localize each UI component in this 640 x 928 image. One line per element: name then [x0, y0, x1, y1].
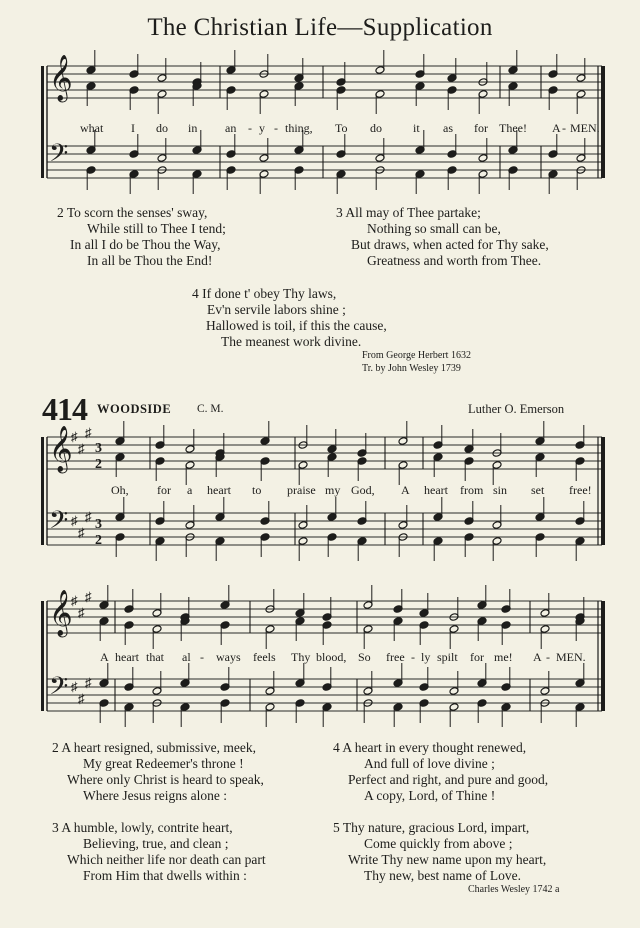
verse-2-previous	[57, 205, 226, 269]
treble-clef-icon: 𝄞	[49, 426, 73, 472]
lyric-syllable: as	[443, 121, 453, 135]
lyric-syllable: A	[533, 650, 542, 664]
lyric-syllable: al	[182, 650, 191, 664]
lyric-syllable: God,	[351, 483, 375, 497]
verse-3-previous	[336, 205, 549, 269]
time-signature: 3	[95, 441, 102, 456]
verse-5	[333, 820, 546, 884]
verse-line: 2 To scorn the senses' sway,	[57, 205, 208, 220]
lyric-syllable: an	[225, 121, 237, 135]
lyric-syllable: ly	[421, 650, 431, 664]
verse-3	[52, 820, 266, 884]
sharp-icon: ♯	[85, 589, 92, 604]
verse-line: While still to Thee I tend;	[87, 221, 226, 236]
lyric-syllable: for	[474, 121, 488, 135]
lyric-syllable: do	[156, 121, 168, 135]
lyric-syllable: So	[358, 650, 371, 664]
author-credit: From George Herbert 1632	[362, 350, 471, 361]
sharp-icon: ♯	[78, 525, 85, 540]
lyric-syllable: from	[460, 483, 484, 497]
verse-line: 2 A heart resigned, submissive, meek,	[52, 740, 256, 755]
lyrics-line-1	[0, 483, 640, 499]
lyric-syllable: Oh,	[111, 483, 129, 497]
translator-credit: Tr. by John Wesley 1739	[362, 363, 461, 374]
bass-clef-icon: 𝄢	[49, 672, 69, 707]
lyric-syllable: my	[325, 483, 341, 497]
lyric-syllable: heart	[207, 483, 231, 497]
lyric-syllable: -	[248, 121, 252, 135]
lyric-syllable: A	[552, 121, 561, 135]
lyric-syllable: in	[188, 121, 198, 135]
bass-clef-icon: 𝄢	[49, 506, 69, 541]
verse-line: Nothing so small can be,	[367, 221, 501, 236]
lyric-syllable: MEN.	[570, 121, 600, 135]
lyric-syllable: that	[146, 650, 164, 664]
verse-line: A copy, Lord, of Thine !	[364, 788, 496, 803]
lyrics-line-2	[0, 650, 640, 666]
verse-line: And full of love divine ;	[364, 756, 495, 771]
lyric-syllable: feels	[253, 650, 276, 664]
lyric-syllable: MEN.	[556, 650, 586, 664]
sharp-icon: ♯	[85, 509, 92, 524]
verse-line: Greatness and worth from Thee.	[367, 253, 542, 268]
tune-name: WOODSIDE	[97, 402, 172, 416]
sharp-icon: ♯	[71, 679, 78, 694]
lyric-syllable: do	[370, 121, 382, 135]
page-title: The Christian Life—Supplication	[147, 14, 493, 41]
treble-clef-icon: 𝄞	[49, 590, 73, 636]
verse-line: In all I do be Thou the Way,	[70, 237, 221, 252]
lyric-syllable: -	[200, 650, 204, 664]
lyric-syllable: -	[411, 650, 415, 664]
verse-line: Hallowed is toil, if this the cause,	[206, 318, 387, 333]
verse-line: Ev'n servile labors shine ;	[207, 302, 346, 317]
sharp-icon: ♯	[85, 425, 92, 440]
svg-text:2: 2	[95, 457, 102, 472]
verse-line: 5 Thy nature, gracious Lord, impart,	[333, 820, 530, 835]
lyric-syllable: -	[562, 121, 566, 135]
verse-line: But draws, when acted for Thy sake,	[351, 237, 549, 252]
verse-line: 3 All may of Thee partake;	[336, 205, 481, 220]
lyric-syllable: -	[274, 121, 278, 135]
hymn-number: 414	[42, 391, 87, 427]
composer: Luther O. Emerson	[468, 402, 565, 416]
verse-line: 4 A heart in every thought renewed,	[333, 740, 527, 755]
verse-line: From Him that dwells within :	[83, 868, 247, 883]
verse-line: Where Jesus reigns alone :	[83, 788, 227, 803]
verse-line: Where only Christ is heard to speak,	[67, 772, 264, 787]
lyric-syllable: blood,	[316, 650, 347, 664]
sharp-icon: ♯	[78, 691, 85, 706]
lyric-syllable: A	[401, 483, 410, 497]
lyric-syllable: what	[80, 121, 104, 135]
lyric-syllable: free!	[569, 483, 592, 497]
lyric-syllable: ways	[216, 650, 241, 664]
verse-line: Perfect and right, and pure and good,	[348, 772, 549, 787]
svg-text:2: 2	[95, 533, 102, 548]
time-signature: 3	[95, 517, 102, 532]
lyrics-line-top	[0, 121, 640, 137]
lyric-syllable: it	[413, 121, 420, 135]
lyric-syllable: for	[157, 483, 171, 497]
sharp-icon: ♯	[78, 441, 85, 456]
verse-line: Write Thy new name upon my heart,	[348, 852, 547, 867]
lyric-syllable: praise	[287, 483, 316, 497]
lyric-syllable: -	[546, 650, 550, 664]
treble-clef-icon: 𝄞	[49, 55, 73, 101]
lyric-syllable: I	[131, 121, 135, 135]
sharp-icon: ♯	[71, 593, 78, 608]
lyric-syllable: To	[335, 121, 348, 135]
verse-line: 3 A humble, lowly, contrite heart,	[52, 820, 233, 835]
meter: C. M.	[197, 403, 224, 415]
sharp-icon: ♯	[71, 429, 78, 444]
lyric-syllable: spilt	[437, 650, 458, 664]
lyric-syllable: A	[100, 650, 109, 664]
lyric-syllable: heart	[115, 650, 139, 664]
verse-line: Which neither life nor death can part	[67, 852, 266, 867]
verse-line: Thy new, best name of Love.	[364, 868, 521, 883]
verse-4	[333, 740, 548, 804]
lyric-syllable: me!	[494, 650, 513, 664]
verse-line: Come quickly from above ;	[364, 836, 513, 851]
lyric-syllable: sin	[493, 483, 508, 497]
lyric-syllable: Thee!	[499, 121, 527, 135]
music-system-top	[0, 0, 640, 200]
lyric-syllable: a	[187, 483, 193, 497]
verse-line: The meanest work divine.	[221, 334, 362, 349]
verse-line: 4 If done t' obey Thy laws,	[192, 286, 337, 301]
author-credit: Charles Wesley 1742 a	[468, 884, 560, 895]
verse-line: My great Redeemer's throne !	[83, 756, 244, 771]
lyric-syllable: heart	[424, 483, 448, 497]
lyric-syllable: Thy	[291, 650, 311, 664]
lyric-syllable: set	[531, 483, 545, 497]
lyric-syllable: thing,	[285, 121, 313, 135]
sharp-icon: ♯	[85, 675, 92, 690]
lyric-syllable: to	[252, 483, 262, 497]
bass-clef-icon: 𝄢	[49, 139, 69, 174]
verse-4-previous	[192, 286, 387, 350]
lyric-syllable: free	[386, 650, 405, 664]
lyric-syllable: y	[259, 121, 265, 135]
verse-line: In all be Thou the End!	[87, 253, 213, 268]
sharp-icon: ♯	[71, 513, 78, 528]
verse-line: Believing, true, and clean ;	[83, 836, 229, 851]
sharp-icon: ♯	[78, 605, 85, 620]
lyric-syllable: for	[470, 650, 484, 664]
verse-2	[52, 740, 264, 804]
